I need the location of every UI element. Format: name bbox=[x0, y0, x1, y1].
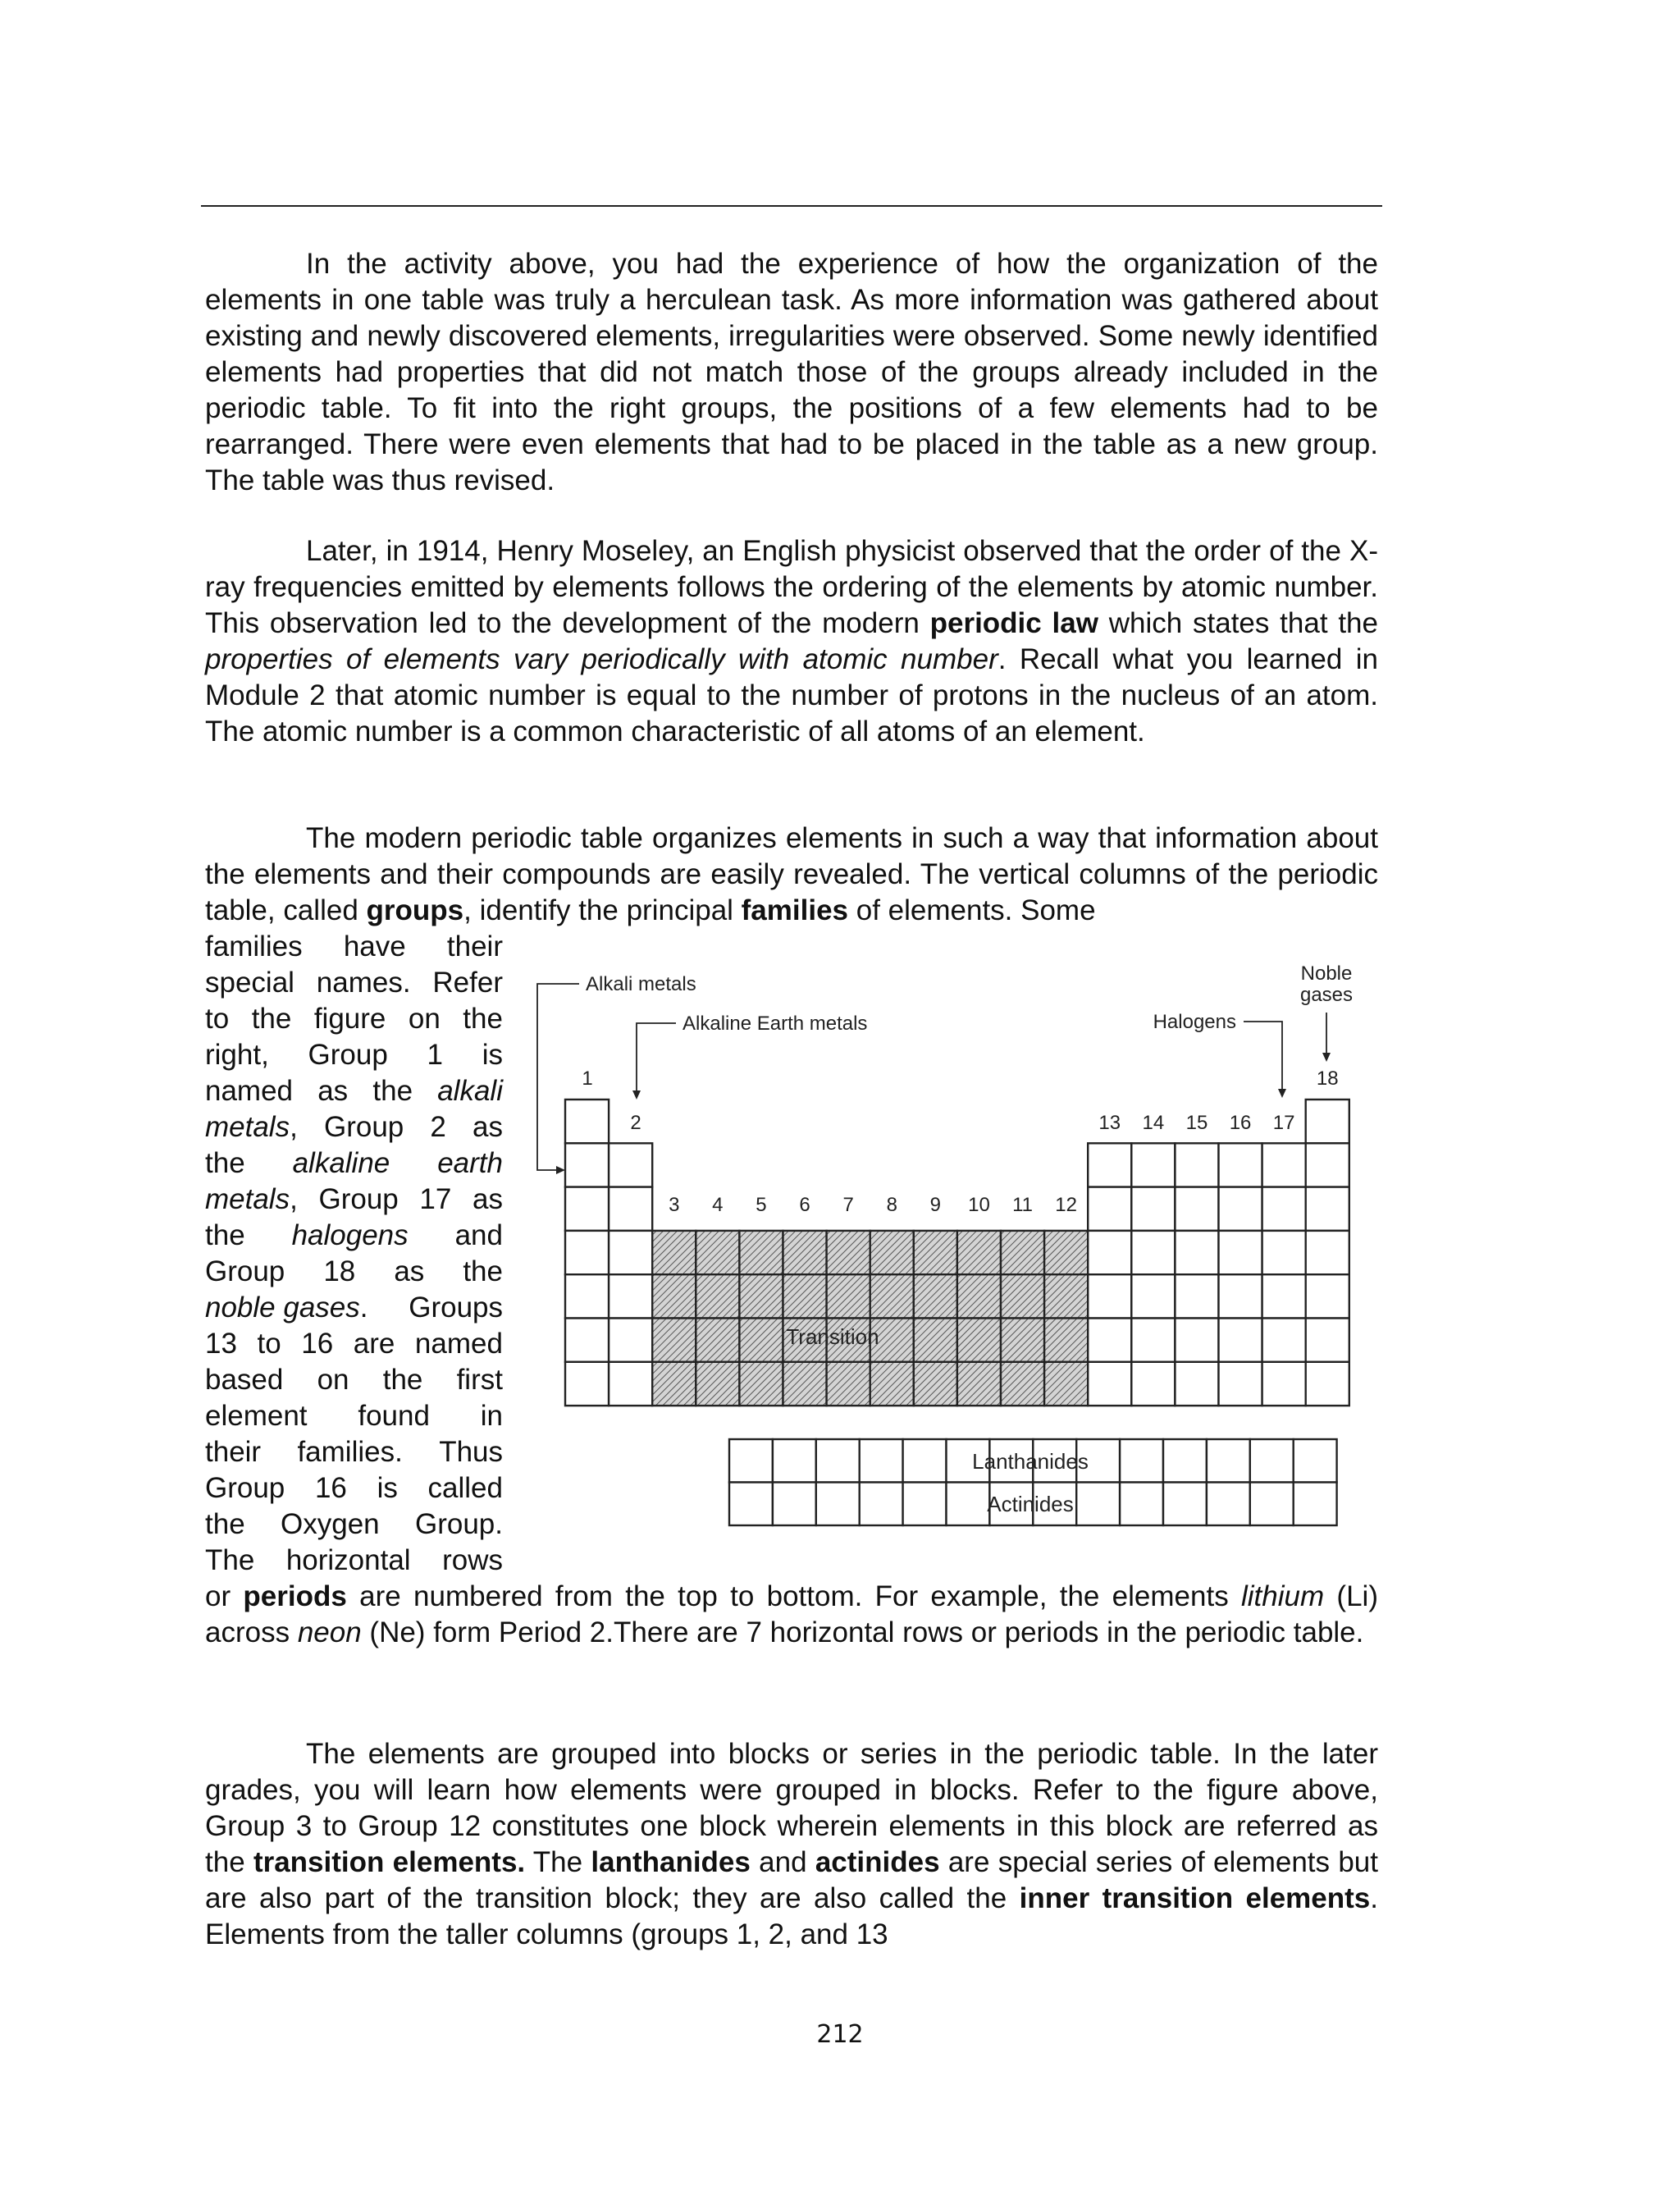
element-cell bbox=[1088, 1319, 1131, 1362]
element-cell bbox=[1088, 1274, 1131, 1318]
f-block-cell bbox=[1294, 1439, 1337, 1483]
word: as bbox=[394, 1255, 425, 1287]
element-cell bbox=[652, 1231, 696, 1274]
element-cell bbox=[696, 1231, 739, 1274]
word: to bbox=[205, 1003, 230, 1035]
word: special bbox=[205, 967, 294, 999]
element-cell bbox=[1262, 1274, 1306, 1318]
element-cell bbox=[783, 1274, 827, 1318]
element-cell bbox=[1088, 1143, 1131, 1186]
word: Group bbox=[205, 1255, 285, 1287]
element-cell bbox=[739, 1362, 783, 1406]
word: Refer bbox=[432, 967, 503, 999]
element-cells bbox=[565, 1100, 1349, 1525]
element-cell bbox=[1306, 1143, 1349, 1186]
paragraph-3: The modern periodic table organizes elements in such a way that information about the elements and their compounds are easily revealed. The vertical columns of the periodic table, called groups, identify the principal families of elements. Some bbox=[205, 822, 1378, 926]
noble-gases-label: gases bbox=[1299, 984, 1354, 1006]
element-cell bbox=[1262, 1362, 1306, 1406]
word: families bbox=[205, 930, 303, 962]
alkali-label: Alkali metals bbox=[586, 973, 696, 995]
f-block-cell bbox=[1120, 1483, 1163, 1526]
word: as bbox=[472, 1183, 503, 1215]
element-cell bbox=[1219, 1143, 1262, 1186]
word: the bbox=[463, 1255, 503, 1287]
element-cell bbox=[1175, 1362, 1218, 1406]
element-cell bbox=[565, 1100, 609, 1143]
group-number: 8 bbox=[886, 1194, 897, 1216]
group-number: 2 bbox=[630, 1112, 641, 1134]
f-block-cell bbox=[1250, 1439, 1294, 1483]
element-cell bbox=[609, 1187, 652, 1231]
word: on bbox=[408, 1003, 441, 1035]
noble-gases-label: Noble bbox=[1300, 962, 1353, 985]
element-cell bbox=[652, 1319, 696, 1362]
element-cell bbox=[1175, 1187, 1218, 1231]
element-cell bbox=[609, 1143, 652, 1186]
element-cell bbox=[609, 1362, 652, 1406]
paragraph-1: In the activity above, you had the experience of how the organization of the elements in one table was truly a herculean task. As more information was gathered about existing and newly discovered elements, irregularities were observed. Some newly identified elements had properties that did not match those of the groups already included in the periodic table. To fit into the right groups, the positions of a few elements had to be rearranged. There were even elements that had to be placed in the table as a new group. The table was thus revised. bbox=[205, 248, 1378, 496]
element-cell bbox=[914, 1231, 957, 1274]
group-number: 1 bbox=[582, 1068, 593, 1090]
element-cell bbox=[609, 1231, 652, 1274]
word: names. bbox=[316, 967, 411, 999]
element-cell bbox=[914, 1362, 957, 1406]
word: element bbox=[205, 1400, 308, 1432]
families-term: families bbox=[741, 894, 849, 926]
paragraph-3-continuation: or periods are numbered from the top to bottom. For example, the elements lithium (Li) across neon (Ne) form Period 2.There are 7 horizontal rows or periods in the periodic table. bbox=[205, 1580, 1378, 1648]
element-cell bbox=[1001, 1362, 1044, 1406]
group-number: 18 bbox=[1316, 1068, 1339, 1090]
element-cell bbox=[870, 1362, 914, 1406]
word: Group bbox=[205, 1472, 285, 1504]
element-cell bbox=[1131, 1231, 1175, 1274]
group-number: 4 bbox=[712, 1194, 724, 1216]
word: Group bbox=[308, 1039, 388, 1071]
word: to bbox=[257, 1328, 281, 1360]
word: figure bbox=[313, 1003, 386, 1035]
f-block-cell bbox=[1250, 1483, 1294, 1526]
arrow-head bbox=[632, 1090, 641, 1100]
element-cell bbox=[827, 1231, 870, 1274]
element-cell bbox=[1262, 1187, 1306, 1231]
element-cell bbox=[1306, 1362, 1349, 1406]
element-cell bbox=[1175, 1319, 1218, 1362]
word: and bbox=[454, 1219, 503, 1251]
element-cell bbox=[739, 1274, 783, 1318]
word: the bbox=[463, 1003, 503, 1035]
f-block-cell bbox=[1076, 1483, 1120, 1526]
element-cell bbox=[1219, 1187, 1262, 1231]
word: named bbox=[205, 1075, 294, 1107]
element-cell bbox=[1001, 1274, 1044, 1318]
page-number: 212 bbox=[816, 2020, 864, 2049]
f-block-cell bbox=[1207, 1483, 1250, 1526]
halogens-label: Halogens bbox=[1153, 1011, 1236, 1033]
periodic-law-term: periodic law bbox=[929, 607, 1098, 639]
word: their bbox=[446, 930, 503, 962]
element-cell bbox=[1088, 1187, 1131, 1231]
alkaline-earth-label: Alkaline Earth metals bbox=[682, 1013, 868, 1035]
word: based bbox=[205, 1364, 284, 1396]
element-cell bbox=[1044, 1231, 1088, 1274]
word: 1 bbox=[427, 1039, 443, 1071]
f-block-cell bbox=[903, 1439, 947, 1483]
element-cell bbox=[609, 1319, 652, 1362]
f-block-cell bbox=[1207, 1439, 1250, 1483]
word: Group bbox=[323, 1111, 404, 1143]
element-cell bbox=[1219, 1274, 1262, 1318]
transition-elements-term: transition elements. bbox=[253, 1846, 526, 1878]
element-cell bbox=[565, 1231, 609, 1274]
word: the bbox=[205, 1508, 245, 1540]
word: in bbox=[480, 1400, 503, 1432]
f-block-cell bbox=[816, 1439, 860, 1483]
word: Groups bbox=[409, 1292, 503, 1324]
element-cell bbox=[1088, 1231, 1131, 1274]
word: their bbox=[205, 1436, 262, 1468]
word: halogens bbox=[291, 1219, 409, 1251]
word: metals, bbox=[205, 1111, 298, 1143]
lanthanides-term: lanthanides bbox=[591, 1846, 751, 1878]
element-cell bbox=[652, 1274, 696, 1318]
element-cell bbox=[565, 1187, 609, 1231]
word: The bbox=[205, 1544, 255, 1576]
element-cell bbox=[783, 1231, 827, 1274]
element-cell bbox=[870, 1231, 914, 1274]
f-block-cell bbox=[1163, 1483, 1207, 1526]
word: Group bbox=[318, 1183, 399, 1215]
halogens-leader bbox=[1244, 1022, 1282, 1090]
word: alkali bbox=[437, 1075, 503, 1107]
f-block-cell bbox=[1163, 1439, 1207, 1483]
word: families. bbox=[297, 1436, 403, 1468]
f-block-cell bbox=[903, 1483, 947, 1526]
groups-term: groups bbox=[366, 894, 464, 926]
word: metals, bbox=[205, 1183, 298, 1215]
group-number: 3 bbox=[669, 1194, 680, 1216]
word: have bbox=[343, 930, 406, 962]
element-cell bbox=[827, 1362, 870, 1406]
word: 13 bbox=[205, 1328, 237, 1360]
word: 16 bbox=[314, 1472, 347, 1504]
word: as bbox=[472, 1111, 503, 1143]
element-cell bbox=[1175, 1143, 1218, 1186]
word: is bbox=[482, 1039, 503, 1071]
element-cell bbox=[652, 1362, 696, 1406]
word: on bbox=[317, 1364, 349, 1396]
word: found bbox=[358, 1400, 430, 1432]
word: right, bbox=[205, 1039, 269, 1071]
element-cell bbox=[957, 1319, 1001, 1362]
element-cell bbox=[1131, 1274, 1175, 1318]
periods-term: periods bbox=[243, 1580, 347, 1612]
actinides-label: Actinides bbox=[987, 1492, 1074, 1516]
group-number: 13 bbox=[1098, 1112, 1121, 1134]
element-cell bbox=[739, 1319, 783, 1362]
word: the bbox=[372, 1075, 413, 1107]
f-block-cell bbox=[1120, 1439, 1163, 1483]
f-block-cell bbox=[729, 1439, 773, 1483]
group-number: 10 bbox=[968, 1194, 990, 1216]
element-cell bbox=[1131, 1143, 1175, 1186]
element-cell bbox=[1306, 1319, 1349, 1362]
f-block-cell bbox=[816, 1483, 860, 1526]
group-number: 9 bbox=[929, 1194, 942, 1216]
group-number: 16 bbox=[1229, 1112, 1252, 1134]
arrow-head bbox=[1322, 1053, 1331, 1062]
element-cell bbox=[739, 1231, 783, 1274]
element-cell bbox=[696, 1319, 739, 1362]
word: 2 bbox=[430, 1111, 446, 1143]
element-cell bbox=[1219, 1362, 1262, 1406]
group-number: 14 bbox=[1142, 1112, 1165, 1134]
lanthanides-label: Lanthanides bbox=[972, 1449, 1089, 1474]
f-block-cell bbox=[947, 1483, 990, 1526]
word: are bbox=[353, 1328, 395, 1360]
element-cell bbox=[1044, 1319, 1088, 1362]
element-cell bbox=[1088, 1362, 1131, 1406]
f-block-cell bbox=[729, 1483, 773, 1526]
element-cell bbox=[1306, 1187, 1349, 1231]
word: 18 bbox=[323, 1255, 356, 1287]
element-cell bbox=[1044, 1362, 1088, 1406]
group-number: 15 bbox=[1185, 1112, 1208, 1134]
element-cell bbox=[870, 1274, 914, 1318]
word: rows bbox=[442, 1544, 503, 1576]
paragraph-4: The elements are grouped into blocks or series in the periodic table. In the later grades, you will learn how elements were grouped in blocks. Refer to the figure above, Group 3 to Group 12 constitutes one block wherein elements in this block are referred as the transition elements. The lanthanides and actinides are special series of elements but are also part of the transition block; they are also called the inner transition elements. Elements from the taller columns (groups 1, 2, and 13 bbox=[205, 1738, 1378, 1950]
word: 17 bbox=[419, 1183, 452, 1215]
group-number: 7 bbox=[842, 1194, 854, 1216]
element-cell bbox=[1262, 1319, 1306, 1362]
element-cell bbox=[1306, 1231, 1349, 1274]
paragraph-2: Later, in 1914, Henry Moseley, an English physicist observed that the order of the X-ray frequencies emitted by elements follows the ordering of the elements by atomic number. This observation led to the development of the modern periodic law which states that the properties of elements vary periodically with atomic number. Recall what you learned in Module 2 that atomic number is equal to the number of protons in the nucleus of an atom. The atomic number is a common characteristic of all atoms of an element. bbox=[205, 535, 1378, 748]
element-cell bbox=[1131, 1319, 1175, 1362]
actinides-term: actinides bbox=[815, 1846, 940, 1878]
word: alkaline bbox=[292, 1147, 390, 1179]
element-cell bbox=[565, 1319, 609, 1362]
element-cell bbox=[609, 1274, 652, 1318]
word: Thus bbox=[439, 1436, 503, 1468]
word: the bbox=[205, 1147, 245, 1179]
element-cell bbox=[914, 1274, 957, 1318]
element-cell bbox=[1131, 1362, 1175, 1406]
f-block-cell bbox=[860, 1483, 903, 1526]
word: 16 bbox=[301, 1328, 334, 1360]
element-cell bbox=[1262, 1231, 1306, 1274]
f-block-cell bbox=[773, 1483, 816, 1526]
element-cell bbox=[1044, 1274, 1088, 1318]
f-block-cell bbox=[773, 1439, 816, 1483]
word: Oxygen bbox=[281, 1508, 380, 1540]
word: earth bbox=[437, 1147, 503, 1179]
word: as bbox=[317, 1075, 349, 1107]
element-cell bbox=[957, 1274, 1001, 1318]
element-cell bbox=[957, 1362, 1001, 1406]
element-cell bbox=[1175, 1231, 1218, 1274]
element-cell bbox=[696, 1274, 739, 1318]
element-cell bbox=[957, 1231, 1001, 1274]
group-number: 5 bbox=[756, 1194, 767, 1216]
element-cell bbox=[1131, 1187, 1175, 1231]
element-cell bbox=[1001, 1231, 1044, 1274]
element-cell bbox=[565, 1362, 609, 1406]
group-number: 11 bbox=[1012, 1194, 1034, 1216]
element-cell bbox=[1219, 1319, 1262, 1362]
group-number: 6 bbox=[799, 1194, 810, 1216]
element-cell bbox=[1306, 1100, 1349, 1143]
inner-transition-term: inner transition elements bbox=[1019, 1882, 1371, 1914]
element-cell bbox=[827, 1274, 870, 1318]
word: named bbox=[414, 1328, 503, 1360]
element-cell bbox=[1175, 1274, 1218, 1318]
word: Group. bbox=[415, 1508, 503, 1540]
arrow-head bbox=[1278, 1089, 1286, 1098]
element-cell bbox=[914, 1319, 957, 1362]
word: the bbox=[382, 1364, 423, 1396]
element-cell bbox=[565, 1143, 609, 1186]
f-block-cell bbox=[1294, 1483, 1337, 1526]
arrow-head bbox=[556, 1166, 565, 1174]
element-cell bbox=[783, 1362, 827, 1406]
element-cell bbox=[1219, 1231, 1262, 1274]
word: noble gases. bbox=[205, 1292, 368, 1324]
element-cell bbox=[1001, 1319, 1044, 1362]
element-cell bbox=[1306, 1274, 1349, 1318]
element-cell bbox=[1262, 1143, 1306, 1186]
transition-label: Transition bbox=[786, 1324, 879, 1349]
element-cell bbox=[565, 1274, 609, 1318]
group-number: 17 bbox=[1272, 1112, 1295, 1134]
element-cell bbox=[696, 1362, 739, 1406]
word: horizontal bbox=[285, 1544, 411, 1576]
alkaline-earth-leader bbox=[637, 1023, 676, 1091]
word: called bbox=[427, 1472, 503, 1504]
word: the bbox=[205, 1219, 245, 1251]
word: first bbox=[456, 1364, 503, 1396]
group-number: 12 bbox=[1055, 1194, 1078, 1216]
word: the bbox=[251, 1003, 292, 1035]
word: is bbox=[377, 1472, 398, 1504]
f-block-cell bbox=[860, 1439, 903, 1483]
